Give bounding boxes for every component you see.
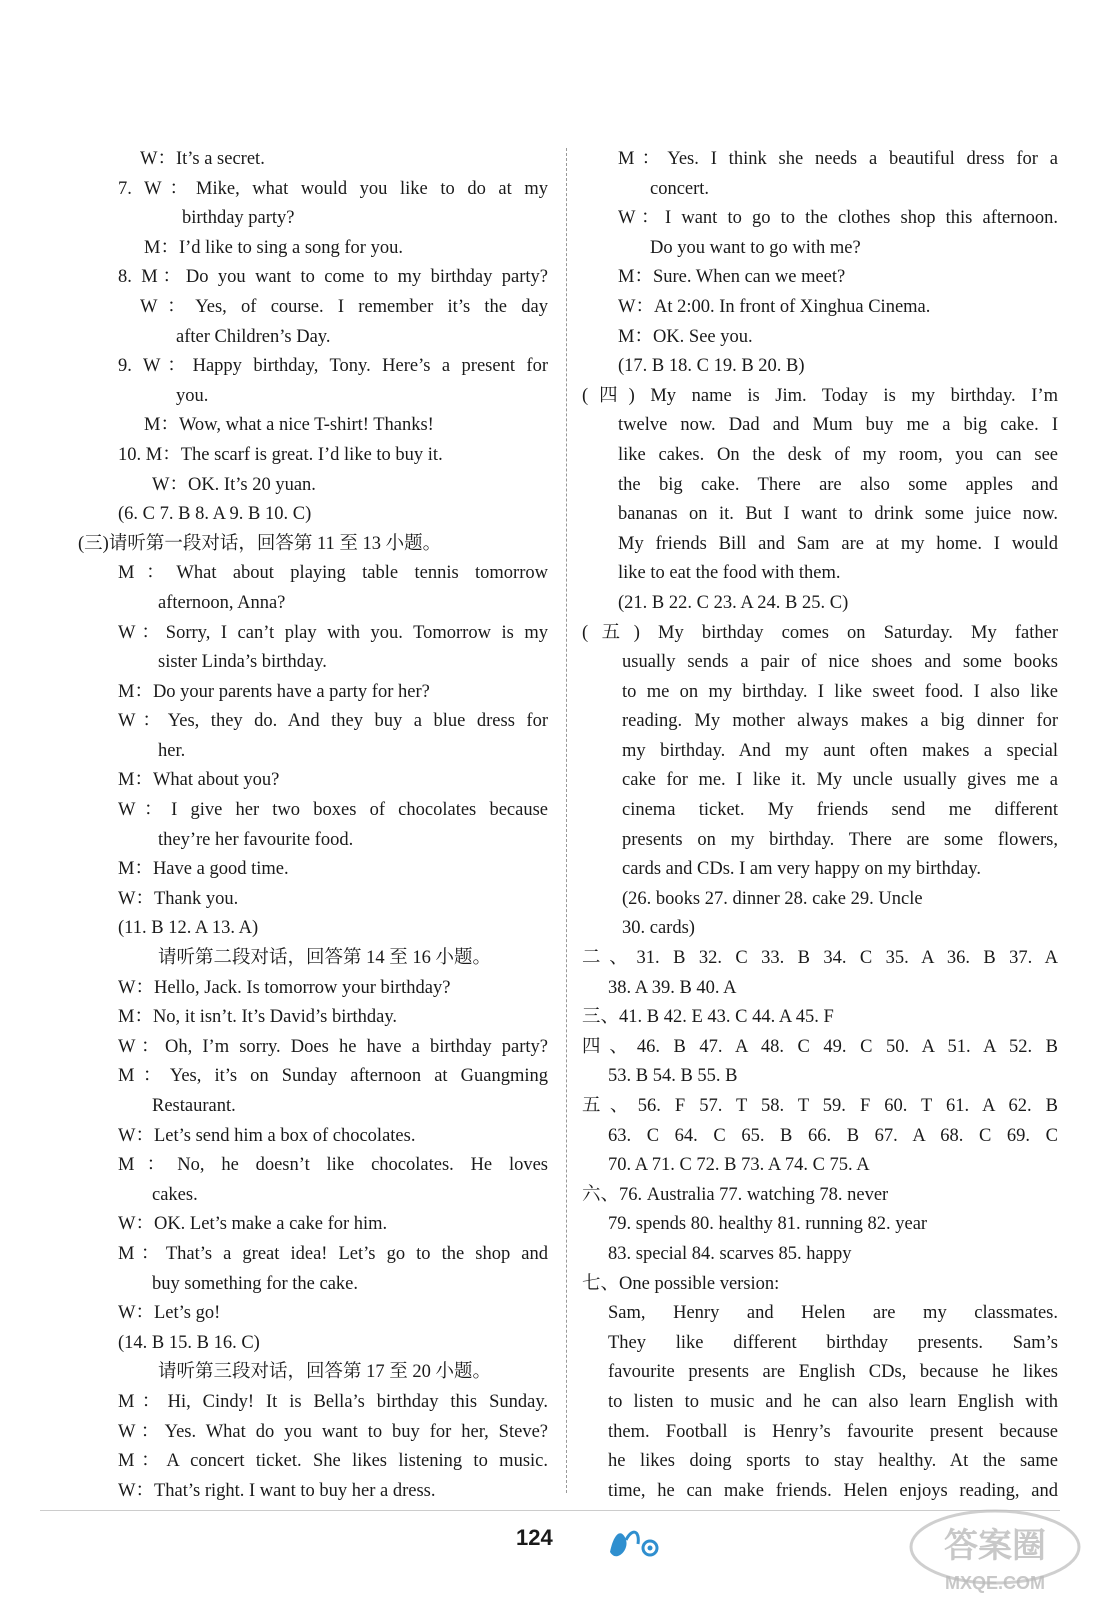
- text-line: cards and CDs. I am very happy on my birthday.: [622, 859, 981, 880]
- text-line: My friends Bill and Sam are at my home. I would: [618, 533, 1058, 554]
- text-line: time, he can make friends. Helen enjoys reading, and: [608, 1480, 1058, 1501]
- text-line: 五、56. F 57. T 58. T 59. F 60. T 61. A 62. B: [582, 1096, 1058, 1116]
- text-line: W：At 2:00. In front of Xinghua Cinema.: [618, 296, 931, 317]
- text-line: (6. C 7. B 8. A 9. B 10. C): [118, 504, 312, 525]
- text-line: buy something for the cake.: [152, 1273, 359, 1294]
- text-line: (四) My name is Jim. Today is my birthday. I’m: [582, 385, 1058, 406]
- text-line: W：I want to go to the clothes shop this afternoon.: [618, 208, 1058, 229]
- text-line: birthday party?: [182, 208, 295, 229]
- text-line: 83. special 84. scarves 85. happy: [608, 1243, 852, 1264]
- text-line: favourite presents are English CDs, because he likes: [608, 1362, 1058, 1383]
- text-line: W：Thank you.: [118, 888, 239, 909]
- text-line: her.: [158, 740, 186, 761]
- left-column: [78, 145, 548, 1506]
- text-line: They like different birthday presents. Sam’s: [608, 1332, 1058, 1353]
- text-line: usually sends a pair of nice shoes and some books: [622, 652, 1058, 673]
- text-line: (17. B 18. C 19. B 20. B): [618, 356, 805, 377]
- text-line: 8. M：Do you want to come to my birthday party?: [118, 267, 548, 288]
- text-line: W：Yes. What do you want to buy for her, Steve?: [118, 1421, 548, 1442]
- text-line: W：Yes, of course. I remember it’s the day: [140, 296, 548, 317]
- text-line: afternoon, Anna?: [158, 592, 286, 613]
- text-line: to listen to music and he can also learn English with: [608, 1391, 1058, 1412]
- text-line: W：Sorry, I can’t play with you. Tomorrow is my: [118, 622, 548, 643]
- text-line: Restaurant.: [152, 1096, 236, 1116]
- text-line: (26. books 27. dinner 28. cake 29. Uncle: [622, 888, 923, 909]
- text-line: Sam, Henry and Helen are my classmates.: [608, 1303, 1058, 1324]
- text-line: them. Football is Henry’s favourite present because: [608, 1421, 1058, 1442]
- text-line: bananas on it. But I want to drink some juice now.: [618, 504, 1058, 525]
- text-line: concert.: [650, 178, 710, 199]
- text-line: M：Hi, Cindy! It is Bella’s birthday this Sunday.: [118, 1391, 548, 1412]
- text-line: (五) My birthday comes on Saturday. My father: [582, 622, 1058, 643]
- text-line: cinema ticket. My friends send me different: [622, 800, 1058, 821]
- text-line: (21. B 22. C 23. A 24. B 25. C): [618, 592, 849, 613]
- text-line: W：OK. Let’s make a cake for him.: [118, 1214, 388, 1235]
- page-number: 124: [516, 1525, 553, 1550]
- text-line: (11. B 12. A 13. A): [118, 918, 259, 939]
- text-line: (14. B 15. B 16. C): [118, 1332, 260, 1353]
- text-line: 请听第三段对话，回答第 17 至 20 小题。: [158, 1362, 492, 1383]
- text-line: my birthday. And my aunt often makes a special: [622, 740, 1058, 761]
- text-line: (三)请听第一段对话，回答第 11 至 13 小题。: [78, 533, 442, 554]
- text-line: presents on my birthday. There are some flowers,: [622, 829, 1058, 850]
- text-line: he likes doing sports to stay healthy. At the same: [608, 1451, 1058, 1472]
- text-line: sister Linda’s birthday.: [158, 652, 327, 673]
- text-line: M：What about playing table tennis tomorrow: [118, 563, 548, 584]
- text-line: W：Yes, they do. And they buy a blue dress for: [118, 711, 548, 732]
- text-line: M：No, he doesn’t like chocolates. He loves: [118, 1155, 548, 1176]
- text-line: M：OK. See you.: [618, 326, 753, 347]
- text-line: like to eat the food with them.: [618, 563, 841, 584]
- text-line: 七、One possible version:: [582, 1273, 780, 1294]
- text-line: reading. My mother always makes a big dinner for: [622, 711, 1058, 732]
- text-line: W：Let’s send him a box of chocolates.: [118, 1125, 416, 1146]
- text-line: M：Have a good time.: [118, 859, 289, 880]
- text-line: W：It’s a secret.: [140, 149, 265, 169]
- text-line: after Children’s Day.: [176, 326, 331, 347]
- text-line: M：Yes. I think she needs a beautiful dress for a: [618, 149, 1058, 169]
- text-line: 9. W：Happy birthday, Tony. Here’s a present for: [118, 356, 548, 377]
- text-line: cakes.: [152, 1184, 198, 1205]
- publisher-logo-icon: [604, 1522, 664, 1562]
- text-line: like cakes. On the desk of my room, you can see: [618, 444, 1058, 465]
- text-line: W：I give her two boxes of chocolates because: [118, 800, 548, 821]
- text-line: 六、76. Australia 77. watching 78. never: [582, 1184, 889, 1205]
- text-line: M：Do your parents have a party for her?: [118, 681, 430, 702]
- text-line: 30. cards): [622, 918, 695, 939]
- text-line: M：That’s a great idea! Let’s go to the shop and: [118, 1243, 548, 1264]
- text-line: 63. C 64. C 65. B 66. B 67. A 68. C 69. C: [608, 1125, 1058, 1146]
- text-line: M：Yes, it’s on Sunday afternoon at Guangming: [118, 1066, 548, 1087]
- text-line: 79. spends 80. healthy 81. running 82. year: [608, 1214, 928, 1235]
- text-line: W：Oh, I’m sorry. Does he have a birthday party?: [118, 1036, 548, 1057]
- text-line: 二、31. B 32. C 33. B 34. C 35. A 36. B 37. A: [582, 948, 1058, 969]
- text-line: 7. W：Mike, what would you like to do at my: [118, 178, 548, 199]
- text-line: twelve now. Dad and Mum buy me a big cake. I: [618, 415, 1058, 436]
- text-line: the big cake. There are also some apples and: [618, 474, 1058, 495]
- text-line: 53. B 54. B 55. B: [608, 1066, 738, 1087]
- text-line: W：That’s right. I want to buy her a dress.: [118, 1480, 436, 1501]
- text-line: cake for me. I like it. My uncle usually gives me a: [622, 770, 1058, 791]
- text-line: 38. A 39. B 40. A: [608, 977, 737, 998]
- text-line: M：I’d like to sing a song for you.: [144, 237, 403, 258]
- column-divider: [566, 148, 567, 1493]
- watermark-text: 答案圈: [944, 1526, 1046, 1566]
- text-line: 四、46. B 47. A 48. C 49. C 50. A 51. A 52. B: [582, 1036, 1058, 1057]
- watermark-url: MXQE.COM: [944, 1573, 1046, 1593]
- text-line: W：Let’s go!: [118, 1303, 221, 1324]
- text-line: 70. A 71. C 72. B 73. A 74. C 75. A: [608, 1155, 870, 1176]
- right-column: [582, 145, 1058, 1506]
- text-line: 10. M：The scarf is great. I’d like to buy it.: [118, 444, 443, 465]
- text-line: M：A concert ticket. She likes listening to music.: [118, 1451, 548, 1472]
- text-line: 三、41. B 42. E 43. C 44. A 45. F: [582, 1007, 834, 1028]
- text-line: M：No, it isn’t. It’s David’s birthday.: [118, 1007, 398, 1028]
- text-line: W：OK. It’s 20 yuan.: [152, 474, 316, 495]
- text-line: they’re her favourite food.: [158, 829, 354, 850]
- text-line: M：Sure. When can we meet?: [618, 267, 846, 288]
- text-line: to me on my birthday. I like sweet food. I also like: [622, 681, 1058, 702]
- text-line: Do you want to go with me?: [650, 237, 861, 258]
- text-line: you.: [176, 385, 209, 406]
- text-line: 请听第二段对话，回答第 14 至 16 小题。: [158, 948, 492, 969]
- text-line: M：Wow, what a nice T-shirt! Thanks!: [144, 415, 434, 436]
- text-line: W：Hello, Jack. Is tomorrow your birthday?: [118, 977, 451, 998]
- watermark-logo: [905, 1505, 1085, 1595]
- text-line: M：What about you?: [118, 770, 280, 791]
